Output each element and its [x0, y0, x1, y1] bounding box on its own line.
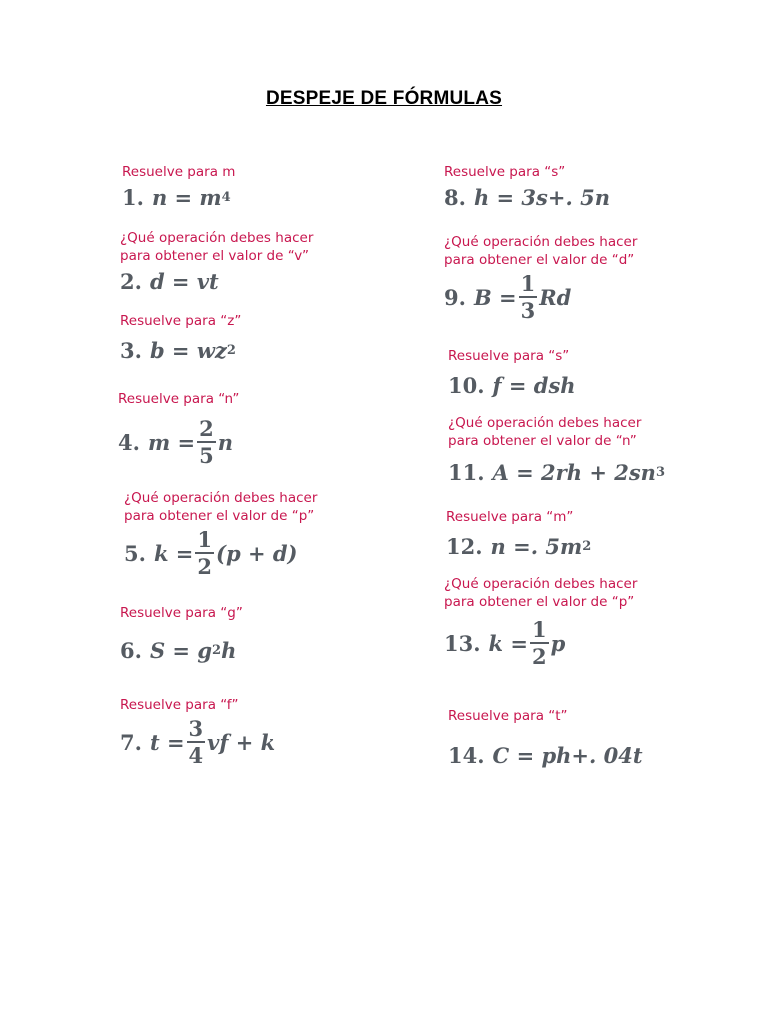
- exercise-instruction: Resuelve para “t”: [448, 708, 568, 724]
- equation-main: f = dsh: [492, 373, 576, 398]
- equation-tail: p: [550, 630, 566, 656]
- equation-main: d = vt: [149, 269, 219, 294]
- equation-main: k =: [153, 540, 194, 566]
- equation-main: h = 3s+. 5n: [473, 185, 610, 210]
- equation-main: S = g: [149, 638, 213, 663]
- exercise-equation: [122, 185, 235, 210]
- equation-exponent: 3: [655, 465, 665, 480]
- exercise-4: [118, 390, 239, 466]
- exercise-number: 6.: [120, 638, 142, 663]
- equation-main: n = m: [151, 185, 222, 210]
- fraction-numerator: 1: [520, 271, 536, 296]
- exercise-14: [448, 707, 643, 768]
- exercise-8: [444, 163, 610, 210]
- exercise-number: 11.: [448, 460, 485, 485]
- exercise-5: [124, 489, 317, 577]
- exercise-instruction: ¿Qué operación debes hacer para obtener el valor de “v”: [120, 230, 314, 264]
- equation-tail: Rd: [539, 284, 572, 310]
- exercise-10: [448, 347, 576, 398]
- exercise-instruction: Resuelve para “m”: [446, 509, 574, 525]
- exercise-1: [122, 163, 235, 210]
- equation-main: n =. 5m: [490, 534, 583, 559]
- exercise-equation: [448, 743, 643, 768]
- equation-exponent: 2: [582, 539, 592, 554]
- exercise-7: [120, 696, 275, 766]
- exercise-number: 14.: [448, 743, 485, 768]
- equation-exponent: 2: [226, 343, 236, 358]
- equation-main: m =: [147, 429, 196, 455]
- exercise-number: 2.: [120, 269, 142, 294]
- exercise-12: [446, 508, 591, 559]
- fraction-denominator: 5: [199, 443, 214, 468]
- equation-main: t =: [149, 729, 185, 755]
- exercise-number: 7.: [120, 729, 142, 755]
- exercise-number: 12.: [446, 534, 483, 559]
- exercise-instruction: ¿Qué operación debes hacer para obtener el valor de “p”: [444, 576, 638, 610]
- fraction-numerator: 1: [532, 617, 547, 642]
- exercise-instruction: Resuelve para “s”: [448, 348, 570, 364]
- exercise-equation: [124, 529, 317, 577]
- exercise-equation: [444, 619, 637, 667]
- equation-tail: h: [221, 638, 237, 663]
- fraction-numerator: 2: [199, 416, 214, 441]
- exercise-equation: [446, 534, 591, 559]
- equation-fraction: [195, 529, 214, 577]
- exercise-number: 1.: [122, 185, 144, 210]
- exercise-11: [448, 414, 665, 485]
- exercise-instruction: Resuelve para “s”: [444, 164, 566, 180]
- exercise-instruction: ¿Qué operación debes hacer para obtener el valor de “d”: [444, 234, 638, 268]
- exercise-6: [120, 604, 243, 663]
- exercise-instruction: ¿Qué operación debes hacer para obtener el valor de “p”: [124, 490, 318, 524]
- exercise-equation: [448, 373, 576, 398]
- exercise-2: [120, 229, 313, 294]
- exercise-equation: [118, 418, 239, 466]
- exercise-instruction: ¿Qué operación debes hacer para obtener el valor de “n”: [448, 415, 642, 449]
- equation-main: A = 2rh + 2sn: [492, 460, 656, 485]
- fraction-numerator: 1: [197, 527, 213, 552]
- exercise-equation: [448, 460, 665, 485]
- equation-exponent: 4: [221, 190, 231, 205]
- exercise-instruction: Resuelve para “z”: [120, 313, 242, 329]
- fraction-denominator: 2: [197, 554, 213, 579]
- exercise-number: 3.: [120, 338, 142, 363]
- exercise-number: 5.: [124, 540, 146, 566]
- exercise-3: [120, 312, 241, 363]
- exercise-instruction: Resuelve para m: [122, 164, 236, 180]
- exercise-number: 8.: [444, 185, 466, 210]
- exercise-number: 10.: [448, 373, 485, 398]
- exercise-instruction: Resuelve para “g”: [120, 605, 243, 621]
- exercise-instruction: Resuelve para “f”: [120, 697, 239, 713]
- exercise-instruction: Resuelve para “n”: [118, 391, 240, 407]
- equation-tail: vf + k: [207, 729, 276, 755]
- equation-exponent: 2: [212, 643, 222, 658]
- exercise-equation: [444, 185, 610, 210]
- exercise-number: 4.: [118, 429, 140, 455]
- exercise-equation: [444, 273, 637, 321]
- exercise-13: [444, 575, 637, 667]
- fraction-numerator: 3: [188, 716, 204, 741]
- fraction-denominator: 3: [520, 298, 536, 323]
- exercise-9: [444, 233, 637, 321]
- exercise-equation: [120, 638, 243, 663]
- equation-fraction: [519, 273, 538, 321]
- equation-tail: n: [217, 429, 233, 455]
- exercise-number: 9.: [444, 284, 466, 310]
- equation-main: k =: [488, 630, 529, 656]
- exercise-number: 13.: [444, 630, 481, 656]
- exercise-equation: [120, 718, 275, 766]
- equation-main: b = wz: [149, 338, 227, 363]
- exercise-equation: [120, 269, 313, 294]
- equation-tail: (p + d): [216, 540, 298, 566]
- fraction-denominator: 4: [188, 743, 204, 768]
- page-title: DESPEJE DE FÓRMULAS: [265, 88, 503, 109]
- equation-main: C = ph+. 04t: [492, 743, 643, 768]
- equation-fraction: [187, 718, 206, 766]
- equation-fraction: [197, 418, 216, 466]
- equation-fraction: [530, 619, 549, 667]
- fraction-denominator: 2: [532, 644, 547, 669]
- equation-main: B =: [473, 284, 517, 310]
- exercise-equation: [120, 338, 241, 363]
